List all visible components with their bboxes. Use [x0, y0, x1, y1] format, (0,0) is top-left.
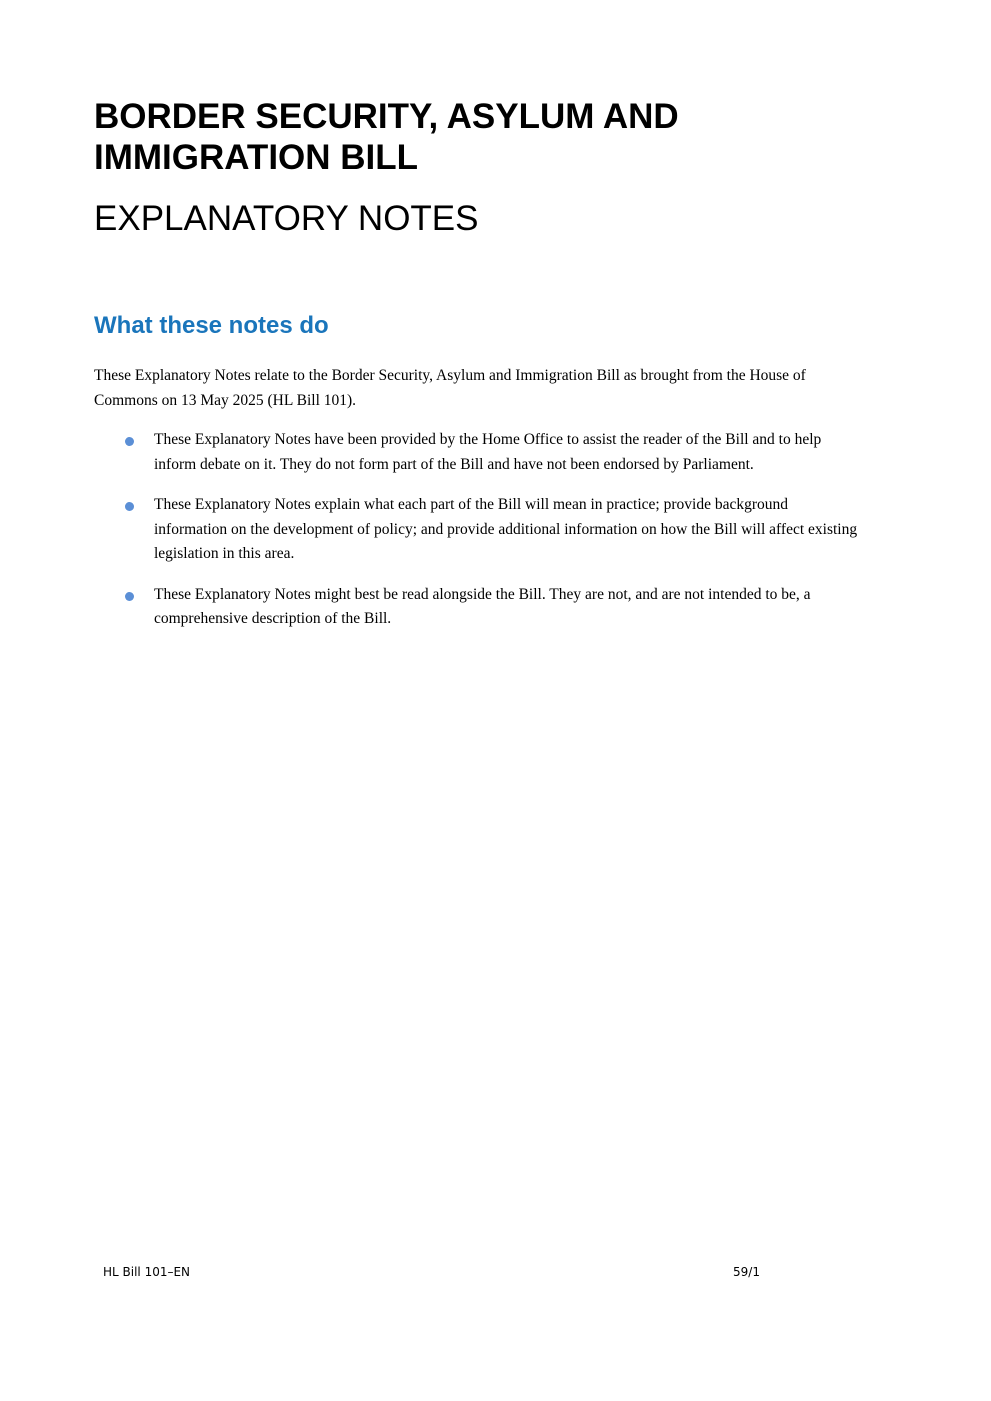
document-title: BORDER SECURITY, ASYLUM AND IMMIGRATION BILL: [94, 97, 679, 177]
bullet-text: These Explanatory Notes might best be read alongside the Bill. They are not, and are not intended to be, a comprehensive description of the Bill.: [154, 585, 811, 627]
document-subtitle: EXPLANATORY NOTES: [94, 199, 479, 238]
bullet-dot-icon: [125, 592, 134, 601]
bullet-text: These Explanatory Notes have been provided by the Home Office to assist the reader of the Bill and to help inform debate on it. They do not form part of the Bill and have not been endorsed by Parliament.: [154, 431, 822, 473]
bullet-text: These Explanatory Notes explain what each part of the Bill will mean in practice; provide background information on the development of policy; and provide additional information on how the Bill will affect existing legislation in this area.: [154, 496, 858, 562]
bullet-item: [94, 428, 864, 477]
bullet-dot-icon: [125, 437, 134, 446]
footer-bill-reference: HL Bill 101–EN: [103, 1265, 191, 1279]
footer-page-code: 59/1: [733, 1265, 760, 1279]
bullet-list: [94, 428, 864, 648]
bullet-item: [94, 583, 864, 632]
bullet-item: [94, 493, 864, 567]
section-heading: What these notes do: [94, 312, 329, 339]
intro-paragraph: These Explanatory Notes relate to the Border Security, Asylum and Immigration Bill as brought from the House of Commons on 13 May 2025 (HL Bill 101).: [94, 367, 806, 409]
bullet-dot-icon: [125, 502, 134, 511]
